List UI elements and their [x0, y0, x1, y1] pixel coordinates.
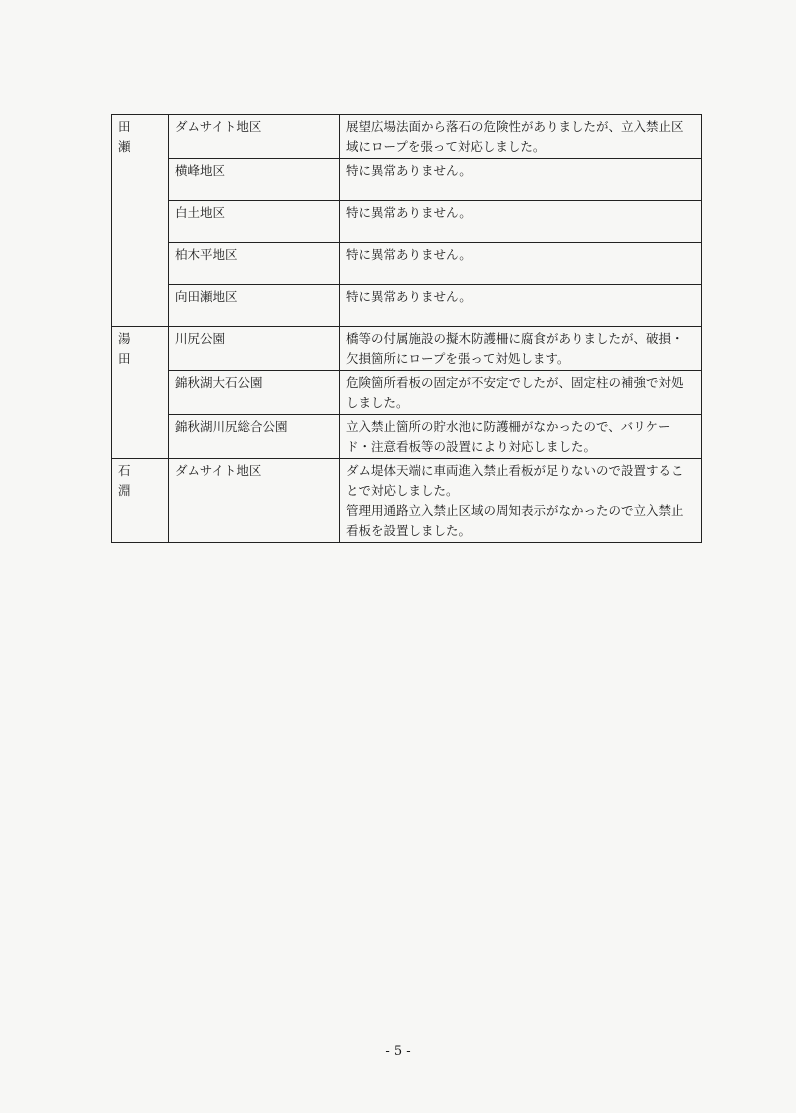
note-text: 管理用通路立入禁止区域の周知表示がなかったので立入禁止看板を設置しました。 — [346, 503, 684, 538]
note-cell — [340, 201, 702, 243]
note-text: 展望広場法面から落石の危険性がありましたが、立入禁止区域にロープを張って対応しました。 — [346, 119, 684, 154]
area-cell: ダムサイト地区 — [169, 459, 340, 543]
inspection-results-table — [111, 114, 702, 543]
area-cell: 白土地区 — [169, 201, 340, 243]
note-text: 特に異常ありません。 — [346, 163, 472, 178]
note-text: 特に異常ありません。 — [346, 247, 472, 262]
table-row — [112, 201, 702, 243]
note-text: 特に異常ありません。 — [346, 289, 472, 304]
table-row — [112, 243, 702, 285]
table-row — [112, 415, 702, 459]
note-text: 橋等の付属施設の擬木防護柵に腐食がありましたが、破損・欠損箇所にロープを張って対処します。 — [346, 331, 684, 366]
area-cell: 横峰地区 — [169, 159, 340, 201]
table-row — [112, 285, 702, 327]
note-cell — [340, 159, 702, 201]
note-text: 立入禁止箇所の貯水池に防護柵がなかったので、バリケード・注意看板等の設置により対応しました。 — [346, 419, 671, 454]
table-row — [112, 459, 702, 543]
table-row — [112, 115, 702, 159]
note-text: 危険箇所看板の固定が不安定でしたが、固定柱の補強で対処しました。 — [346, 375, 684, 410]
area-cell: 柏木平地区 — [169, 243, 340, 285]
note-text: 特に異常ありません。 — [346, 205, 472, 220]
area-cell: 川尻公園 — [169, 327, 340, 371]
area-cell: 向田瀬地区 — [169, 285, 340, 327]
area-cell: ダムサイト地区 — [169, 115, 340, 159]
table-row — [112, 371, 702, 415]
note-cell — [340, 243, 702, 285]
note-cell — [340, 327, 702, 371]
note-cell — [340, 115, 702, 159]
note-text: ダム堤体天端に車両進入禁止看板が足りないので設置することで対応しました。 — [346, 463, 684, 498]
note-cell — [340, 459, 702, 543]
note-cell — [340, 371, 702, 415]
area-cell: 錦秋湖川尻総合公園 — [169, 415, 340, 459]
note-cell — [340, 285, 702, 327]
dam-name-cell: 湯田 — [112, 327, 169, 459]
area-cell: 錦秋湖大石公園 — [169, 371, 340, 415]
dam-name-cell: 石淵 — [112, 459, 169, 543]
page-number: - 5 - — [385, 1044, 411, 1059]
table-row — [112, 159, 702, 201]
dam-name-cell: 田瀬 — [112, 115, 169, 327]
note-cell — [340, 415, 702, 459]
table-row — [112, 327, 702, 371]
